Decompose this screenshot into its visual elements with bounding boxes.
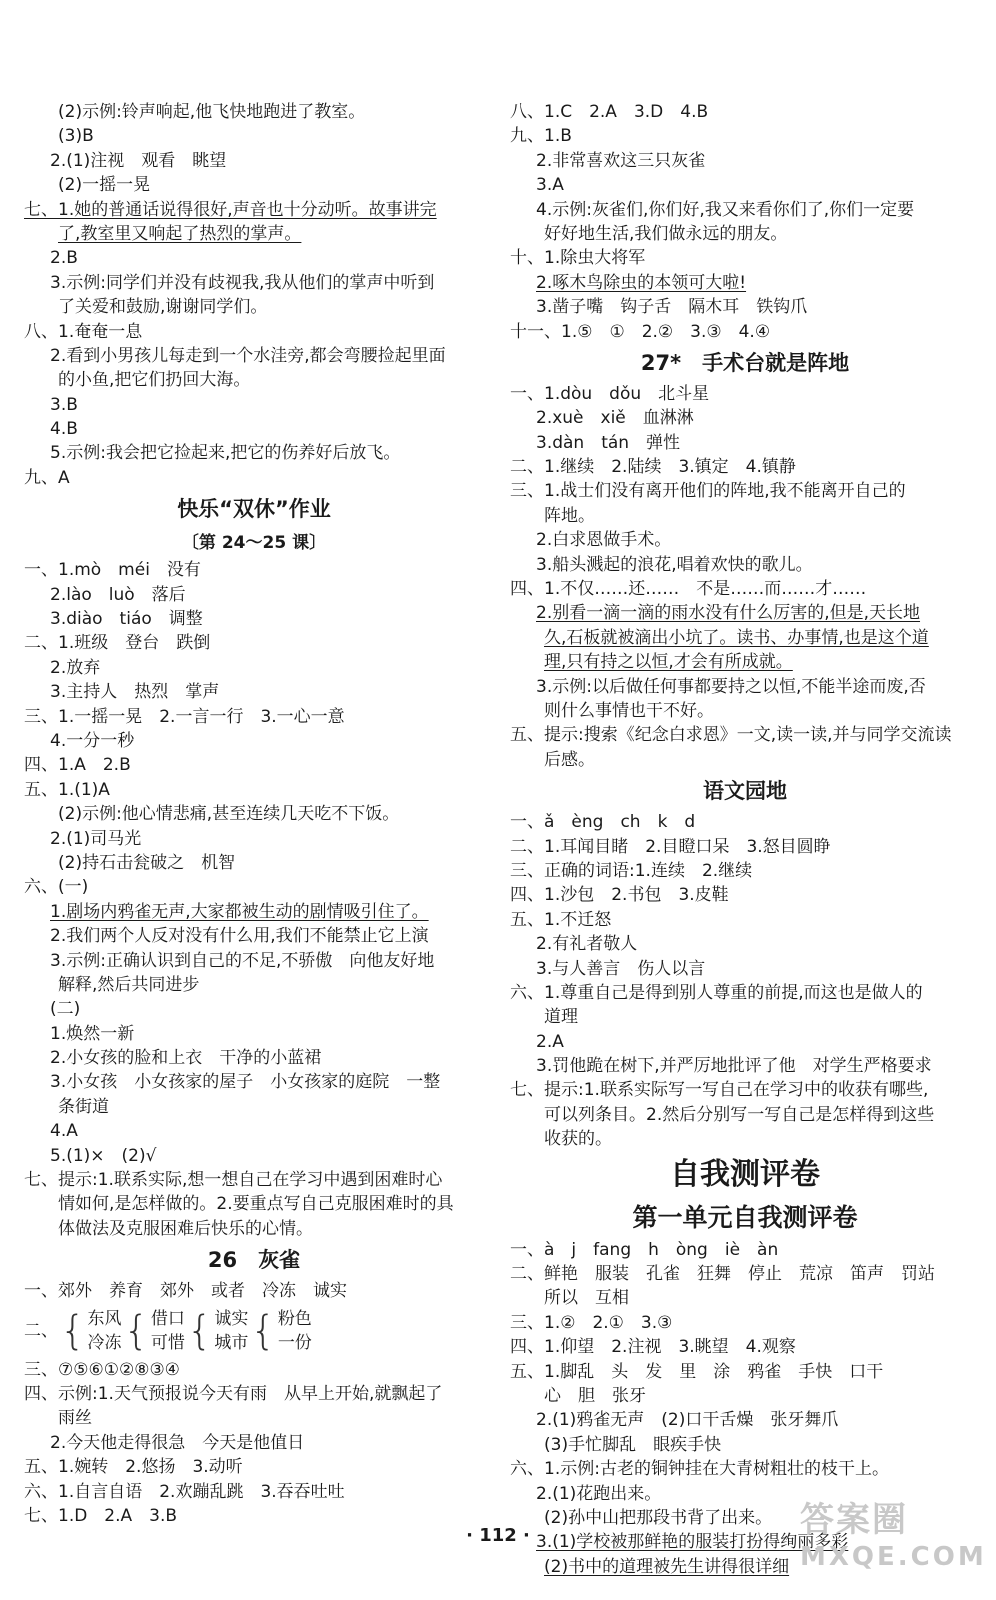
answer-text: 七、1.D 2.A 3.B bbox=[24, 1505, 178, 1526]
section-heading bbox=[510, 1152, 980, 1198]
left-column bbox=[24, 100, 484, 1528]
brace-word: 冷冻 bbox=[87, 1332, 122, 1353]
answer-line bbox=[24, 705, 484, 729]
answer-text: 四、1.A 2.B bbox=[24, 755, 131, 776]
answer-line bbox=[510, 883, 980, 907]
answer-text: 3.凿子嘴 钩子舌 隔木耳 铁钩爪 bbox=[536, 297, 808, 318]
brace-word: 一份 bbox=[277, 1332, 312, 1353]
answer-line bbox=[24, 1406, 484, 1430]
answer-line bbox=[510, 626, 980, 650]
answer-text: 4.示例:灰雀们,你们好,我又来看你们了,你们一定要 bbox=[536, 199, 915, 220]
answer-text: 2.别看一滴一滴的雨水没有什么厉害的,但是,天长地 bbox=[536, 603, 921, 624]
answer-text: 2.看到小男孩儿每走到一个水洼旁,都会弯腰捡起里面 bbox=[50, 345, 446, 366]
answer-text: (3)B bbox=[58, 126, 94, 147]
answer-text: 九、A bbox=[24, 467, 70, 488]
answer-line bbox=[24, 100, 484, 124]
answer-line bbox=[510, 1030, 980, 1054]
answer-text: 五、1.(1)A bbox=[24, 779, 110, 800]
answer-text: (2)示例:他心情悲痛,甚至连续几天吃不下饭。 bbox=[58, 804, 400, 825]
answer-line bbox=[510, 1127, 980, 1151]
answer-line bbox=[24, 295, 484, 319]
section-heading bbox=[24, 490, 484, 528]
answer-text: 可以列条目。2.然后分别写一写自己是怎样得到这些 bbox=[544, 1104, 935, 1125]
answer-text: 3.示例:以后做任何事都要持之以恒,不能半途而废,否 bbox=[536, 676, 926, 697]
answer-line bbox=[24, 1480, 484, 1504]
answer-line bbox=[24, 1046, 484, 1070]
answer-line bbox=[24, 1431, 484, 1455]
brace-group bbox=[58, 1307, 121, 1355]
answer-text: 雨丝 bbox=[58, 1408, 92, 1429]
answer-text: 2.(1)注视 观看 眺望 bbox=[50, 150, 227, 171]
answer-text: 后感。 bbox=[544, 749, 595, 770]
answer-text: 2.放弃 bbox=[50, 657, 101, 678]
answer-line bbox=[510, 835, 980, 859]
answer-line bbox=[24, 827, 484, 851]
answer-text: 七、提示:1.联系实际,想一想自己在学习中遇到困难时心 bbox=[24, 1170, 443, 1191]
brace-glyph: { bbox=[186, 1307, 213, 1354]
brace-group bbox=[121, 1307, 184, 1355]
answer-text: 的小鱼,把它们扔回大海。 bbox=[58, 370, 251, 391]
watermark-logo bbox=[800, 1500, 987, 1590]
answer-text: 三、1.② 2.① 3.③ bbox=[510, 1312, 673, 1333]
answer-line bbox=[510, 723, 980, 747]
brace-group bbox=[185, 1307, 248, 1355]
brace-word: 诚实 bbox=[214, 1308, 249, 1329]
answer-line bbox=[510, 100, 980, 124]
answer-line bbox=[24, 1119, 484, 1143]
answer-line bbox=[24, 1217, 484, 1241]
answer-text: 2.A bbox=[536, 1031, 564, 1052]
answer-line bbox=[24, 851, 484, 875]
answer-line bbox=[510, 246, 980, 270]
answer-text: (2)持石击瓮破之 机智 bbox=[58, 852, 236, 873]
answer-text: 2.B bbox=[50, 248, 78, 269]
answer-line bbox=[510, 1054, 980, 1078]
answer-line bbox=[510, 1384, 980, 1408]
answer-text: 了关爱和鼓励,谢谢同学们。 bbox=[58, 297, 268, 318]
watermark-url: MXQE.COM bbox=[800, 1542, 987, 1572]
answer-text: 4.A bbox=[50, 1121, 78, 1142]
answer-line bbox=[510, 699, 980, 723]
answer-line bbox=[510, 1103, 980, 1127]
section-heading bbox=[510, 344, 980, 382]
answer-text: 四、1.不仅……还…… 不是……而……才…… bbox=[510, 579, 867, 600]
answer-text: (3)手忙脚乱 眼疾手快 bbox=[544, 1434, 722, 1455]
answer-text: 3.dàn tán 弹性 bbox=[536, 432, 681, 453]
answer-text: 六、1.自言自语 2.欢蹦乱跳 3.吞吞吐吐 bbox=[24, 1481, 345, 1502]
answer-text: 七、1.她的普通话说得很好,声音也十分动听。故事讲完 bbox=[24, 199, 437, 220]
brace-group bbox=[248, 1307, 311, 1355]
brace-word: 东风 bbox=[87, 1308, 122, 1329]
answer-text: (2)示例:铃声响起,他飞快地跑进了教室。 bbox=[58, 102, 366, 122]
answer-text: 理,只有持之以恒,才会有所成就。 bbox=[544, 652, 793, 673]
answer-text: 3.B bbox=[50, 394, 78, 415]
answer-line bbox=[510, 295, 980, 319]
answer-text: (二) bbox=[50, 999, 81, 1020]
answer-text: 十、1.除虫大将军 bbox=[510, 248, 646, 269]
answer-text: 2.啄木鸟除虫的本领可大啦! bbox=[536, 272, 747, 293]
answer-text: 八、1.C 2.A 3.D 4.B bbox=[510, 102, 709, 122]
answer-text: 语文园地 bbox=[703, 779, 787, 804]
answer-text: 3.A bbox=[536, 175, 564, 196]
answer-line bbox=[24, 900, 484, 924]
answer-text: 五、1.脚乱 头 发 里 涂 鸦雀 手快 口干 bbox=[510, 1361, 884, 1382]
answer-text: 体做法及克服困难后快乐的心情。 bbox=[58, 1218, 313, 1239]
answer-line bbox=[24, 1095, 484, 1119]
answer-line bbox=[510, 1360, 980, 1384]
answer-text: 2.我们两个人反对没有什么用,我们不能禁止它上演 bbox=[50, 926, 429, 947]
answer-text: 3.示例:正确认识到自己的不足,不骄傲 向他友好地 bbox=[50, 950, 435, 971]
answer-line bbox=[510, 1311, 980, 1335]
answer-text: 二、1.继续 2.陆续 3.镇定 4.镇静 bbox=[510, 457, 796, 478]
answer-line bbox=[24, 124, 484, 148]
answer-line bbox=[24, 320, 484, 344]
answer-line bbox=[510, 198, 980, 222]
answer-text: 2.(1)鸦雀无声 (2)口干舌燥 张牙舞爪 bbox=[536, 1410, 839, 1431]
answer-line bbox=[24, 631, 484, 655]
answer-line bbox=[510, 553, 980, 577]
answer-line bbox=[24, 441, 484, 465]
answer-text: 二、1.班级 登台 跌倒 bbox=[24, 633, 211, 654]
answer-line bbox=[510, 1286, 980, 1310]
answer-line bbox=[510, 1005, 980, 1029]
right-column bbox=[510, 100, 987, 1579]
answer-line bbox=[24, 875, 484, 899]
answer-line bbox=[510, 382, 980, 406]
answer-line bbox=[24, 417, 484, 441]
answer-line bbox=[24, 1279, 484, 1303]
answer-line bbox=[24, 368, 484, 392]
answer-text: (2)孙中山把那段书背了出来。 bbox=[544, 1507, 773, 1528]
brace-word: 借口 bbox=[150, 1308, 185, 1329]
answer-text: 快乐“双休”作业 bbox=[177, 497, 331, 522]
answer-line bbox=[24, 973, 484, 997]
section-heading bbox=[24, 528, 484, 558]
answer-line bbox=[510, 1262, 980, 1286]
answer-text: 情如何,是怎样做的。2.要重点写自己克服困难时的具 bbox=[58, 1194, 454, 1215]
answer-text: 第一单元自我测评卷 bbox=[632, 1202, 858, 1232]
answer-line bbox=[510, 675, 980, 699]
answer-text: 解释,然后共同进步 bbox=[58, 974, 200, 995]
answer-text: 26 灰雀 bbox=[207, 1248, 301, 1273]
answer-text: 五、1.不迁怒 bbox=[510, 909, 612, 930]
answer-text: 久,石板就被滴出小坑了。读书、办事情,也是这个道 bbox=[544, 627, 929, 648]
answer-line bbox=[24, 997, 484, 1021]
brace-answer-row bbox=[24, 1304, 484, 1358]
answer-text: 2.白求恩做手术。 bbox=[536, 530, 672, 551]
answer-line bbox=[510, 271, 980, 295]
answer-text: 收获的。 bbox=[544, 1129, 612, 1150]
answer-line bbox=[510, 455, 980, 479]
answer-line bbox=[510, 1433, 980, 1457]
answer-text: 3.diào tiáo 调整 bbox=[50, 609, 203, 630]
brace-word: 城市 bbox=[214, 1332, 249, 1353]
answer-line bbox=[24, 949, 484, 973]
section-heading bbox=[510, 772, 980, 810]
answer-text: 所以 互相 bbox=[544, 1288, 629, 1309]
answer-line bbox=[510, 1457, 980, 1481]
page-number: · 112 · bbox=[466, 1525, 530, 1546]
answer-line bbox=[24, 466, 484, 490]
answer-text: 五、1.婉转 2.悠扬 3.动听 bbox=[24, 1457, 243, 1478]
answer-line bbox=[24, 1455, 484, 1479]
answer-text: 4.B bbox=[50, 419, 78, 440]
answer-line bbox=[510, 406, 980, 430]
answer-text: 阵地。 bbox=[544, 505, 595, 526]
answer-line bbox=[510, 504, 980, 528]
answer-line bbox=[24, 924, 484, 948]
brace-word: 粉色 bbox=[277, 1308, 312, 1329]
answer-line bbox=[24, 680, 484, 704]
answer-line bbox=[24, 344, 484, 368]
answer-text: 2.lào luò 落后 bbox=[50, 584, 186, 605]
answer-text: 2.非常喜欢这三只灰雀 bbox=[536, 150, 706, 171]
answer-text: 条街道 bbox=[58, 1096, 109, 1117]
answer-line bbox=[510, 859, 980, 883]
answer-line bbox=[510, 601, 980, 625]
answer-line bbox=[24, 656, 484, 680]
answer-line bbox=[510, 124, 980, 148]
answer-line bbox=[510, 1408, 980, 1432]
brace-glyph: { bbox=[123, 1307, 149, 1354]
answer-text: 4.一分一秒 bbox=[50, 730, 135, 751]
answer-text: 六、(一) bbox=[24, 877, 89, 898]
answer-line bbox=[510, 320, 980, 344]
answer-text: 四、示例:1.天气预报说今天有雨 从早上开始,就飘起了 bbox=[24, 1383, 443, 1404]
answer-line bbox=[24, 149, 484, 173]
answer-text: 三、1.一摇一晃 2.一言一行 3.一心一意 bbox=[24, 706, 345, 727]
answer-text: (2)一摇一晃 bbox=[58, 175, 151, 196]
answer-text: 一、ǎ èng ch k d bbox=[510, 812, 696, 833]
answer-line bbox=[510, 650, 980, 674]
answer-text: 九、1.B bbox=[510, 126, 572, 147]
answer-line bbox=[24, 1144, 484, 1168]
answer-line bbox=[510, 528, 980, 552]
answer-line bbox=[510, 1238, 980, 1262]
answer-text: 了,教室里又响起了热烈的掌声。 bbox=[58, 223, 302, 244]
section-heading bbox=[510, 1198, 980, 1238]
answer-line bbox=[510, 1335, 980, 1359]
answer-text: 〔第 24～25 课〕 bbox=[181, 533, 327, 554]
answer-text: 好好地生活,我们做永远的朋友。 bbox=[544, 223, 788, 244]
answer-text: 三、⑦⑤⑥①②⑧③④ bbox=[24, 1359, 180, 1380]
answer-line bbox=[510, 981, 980, 1005]
answer-text: 3.主持人 热烈 掌声 bbox=[50, 682, 220, 703]
answer-text: 3.与人善言 伤人以言 bbox=[536, 958, 706, 979]
answer-text: 1.剧场内鸦雀无声,大家都被生动的剧情吸引住了。 bbox=[50, 901, 429, 922]
answer-text: 四、1.仰望 2.注视 3.眺望 4.观察 bbox=[510, 1337, 796, 1358]
answer-text: 3.小女孩 小女孩家的屋子 小女孩家的庭院 一整 bbox=[50, 1072, 441, 1093]
answer-text: 3.船头溅起的浪花,唱着欢快的歌儿。 bbox=[536, 554, 813, 575]
answer-text: 一、郊外 养育 郊外 或者 冷冻 诚实 bbox=[24, 1281, 347, 1302]
answer-text: 自我测评卷 bbox=[670, 1156, 820, 1192]
answer-text: 2.xuè xiě 血淋淋 bbox=[536, 408, 694, 429]
answer-text: 一、1.dòu dǒu 北斗星 bbox=[510, 383, 710, 404]
answer-line bbox=[24, 1192, 484, 1216]
answer-line bbox=[510, 479, 980, 503]
answer-line bbox=[24, 583, 484, 607]
answer-line bbox=[24, 271, 484, 295]
answer-text: 2.今天他走得很急 今天是他值日 bbox=[50, 1432, 305, 1453]
answer-text: 5.(1)× (2)√ bbox=[50, 1145, 157, 1166]
answer-line bbox=[510, 1078, 980, 1102]
answer-line bbox=[510, 810, 980, 834]
brace-glyph: { bbox=[250, 1307, 276, 1354]
answer-line bbox=[24, 393, 484, 417]
answer-text: 2.有礼者敬人 bbox=[536, 934, 638, 955]
answer-text: 2.小女孩的脸和上衣 干净的小蓝裙 bbox=[50, 1048, 322, 1069]
answer-text: 3.(1)学校被那鲜艳的服装打扮得绚丽多彩 bbox=[536, 1532, 849, 1553]
answer-text: 一、à j fang h òng iè àn bbox=[510, 1239, 779, 1260]
answer-text: 2.(1)花跑出来。 bbox=[536, 1483, 662, 1504]
section-heading bbox=[24, 1241, 484, 1279]
answer-text: 2.(1)司马光 bbox=[50, 828, 142, 849]
brace-word: 可惜 bbox=[150, 1332, 185, 1353]
answer-text: 3.罚他跪在树下,并严厉地批评了他 对学生严格要求 bbox=[536, 1056, 932, 1077]
answer-line bbox=[24, 1358, 484, 1382]
watermark-text: 答案圈 bbox=[800, 1500, 908, 1540]
answer-line bbox=[24, 729, 484, 753]
answer-text: 二、1.耳闻目睹 2.目瞪口呆 3.怒目圆睁 bbox=[510, 836, 831, 857]
answer-line bbox=[24, 778, 484, 802]
answer-line bbox=[24, 173, 484, 197]
answer-line bbox=[24, 1382, 484, 1406]
answer-text: 道理 bbox=[544, 1007, 578, 1028]
answer-line bbox=[510, 173, 980, 197]
answer-line bbox=[24, 222, 484, 246]
answer-line bbox=[510, 908, 980, 932]
answer-line bbox=[24, 1070, 484, 1094]
answer-line bbox=[24, 607, 484, 631]
answer-text: 3.示例:同学们并没有歧视我,我从他们的掌声中听到 bbox=[50, 272, 435, 293]
answer-text: 则什么事情也干不好。 bbox=[544, 700, 714, 721]
answer-text: 三、1.战士们没有离开他们的阵地,我不能离开自己的 bbox=[510, 481, 906, 502]
answer-text: 七、提示:1.联系实际写一写自己在学习中的收获有哪些, bbox=[510, 1080, 929, 1101]
answer-text: 八、1.奄奄一息 bbox=[24, 321, 143, 342]
answer-text: 四、1.沙包 2.书包 3.皮鞋 bbox=[510, 885, 729, 906]
answer-line bbox=[510, 149, 980, 173]
answer-line bbox=[24, 1168, 484, 1192]
answer-text: 一、1.mò méi 没有 bbox=[24, 560, 201, 581]
answer-line bbox=[510, 957, 980, 981]
answer-text: 十一、1.⑤ ① 2.② 3.③ 4.④ bbox=[510, 321, 771, 342]
brace-glyph: { bbox=[60, 1307, 86, 1354]
answer-text: 5.示例:我会把它捡起来,把它的伤养好后放飞。 bbox=[50, 443, 401, 464]
answer-text: 六、1.示例:古老的铜钟挂在大青树粗壮的枝干上。 bbox=[510, 1459, 889, 1480]
answer-line bbox=[510, 222, 980, 246]
answer-text: 27* 手术台就是阵地 bbox=[640, 350, 850, 375]
answer-text: 1.焕然一新 bbox=[50, 1023, 135, 1044]
answer-line bbox=[24, 198, 484, 222]
answer-line bbox=[24, 558, 484, 582]
answer-line bbox=[24, 753, 484, 777]
answer-text: 六、1.尊重自己是得到别人尊重的前提,而这也是做人的 bbox=[510, 982, 923, 1003]
answer-line bbox=[24, 802, 484, 826]
answer-text: 五、提示:搜索《纪念白求恩》一文,读一读,并与同学交流读 bbox=[510, 725, 952, 746]
answer-text: 三、正确的词语:1.连续 2.继续 bbox=[510, 860, 753, 881]
answer-line bbox=[510, 932, 980, 956]
answer-line bbox=[510, 748, 980, 772]
answer-line bbox=[24, 246, 484, 270]
answer-line bbox=[24, 1022, 484, 1046]
answer-text: (2)书中的道理被先生讲得很详细 bbox=[544, 1556, 790, 1577]
answer-line bbox=[510, 577, 980, 601]
brace-prefix: 二、 bbox=[24, 1320, 58, 1341]
answer-text: 心 胆 张牙 bbox=[544, 1385, 646, 1406]
answer-text: 二、鲜艳 服装 孔雀 狂舞 停止 荒凉 笛声 罚站 bbox=[510, 1264, 935, 1285]
answer-line bbox=[510, 431, 980, 455]
